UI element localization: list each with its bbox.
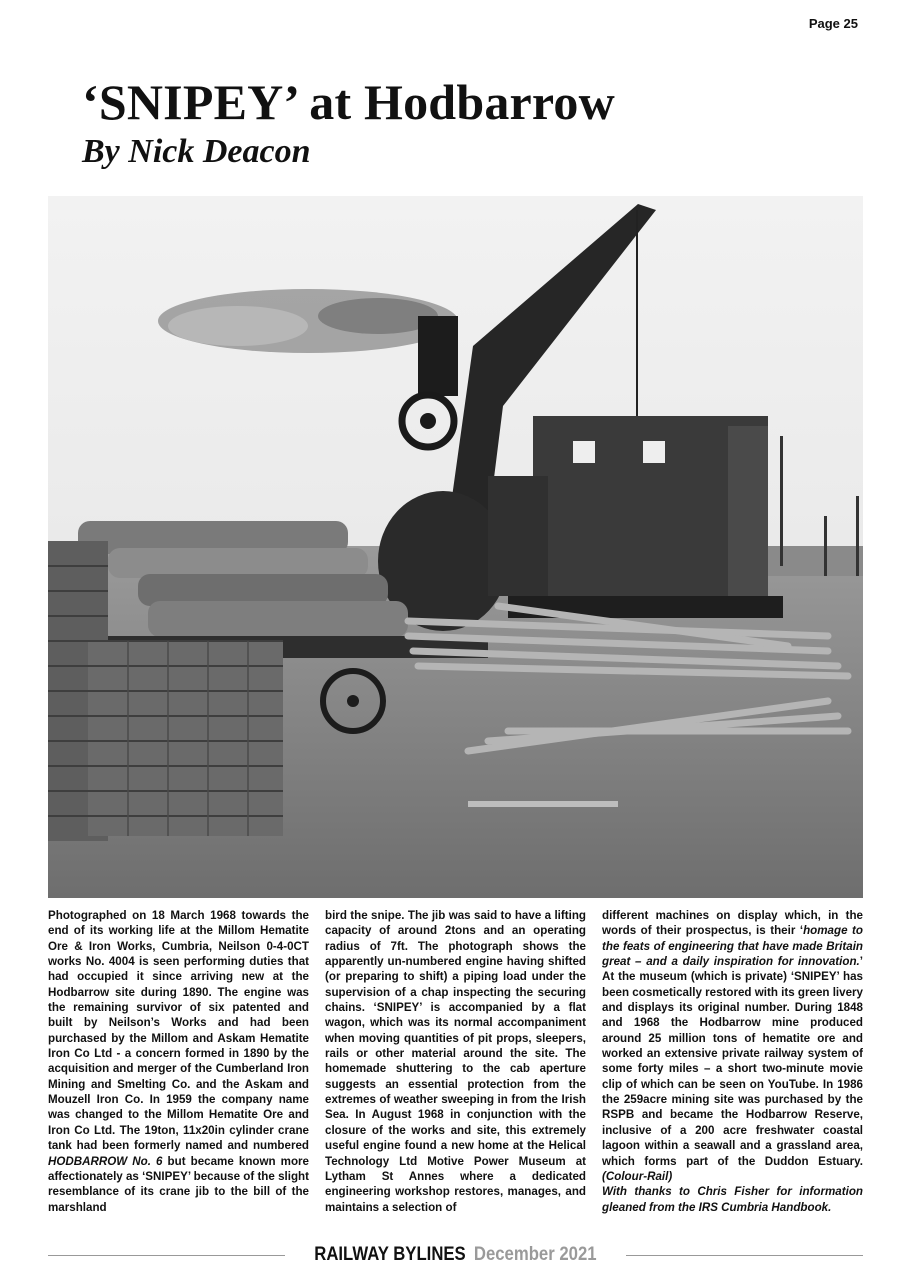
text-run: but became known more affectionately as ‘SNIPEY’ because of the slight resemblance of its crane jib to the bill of the marshland bbox=[48, 1154, 309, 1214]
photo-credit: (Colour-Rail) bbox=[602, 1169, 673, 1183]
magazine-name: RAILWAY BYLINES bbox=[314, 1244, 466, 1265]
issue-date: December 2021 bbox=[473, 1244, 597, 1265]
text-run: different machines on display which, in the words of their prospectus, is their ‘ bbox=[602, 909, 863, 938]
column-3-text bbox=[602, 908, 863, 1215]
body-column-3 bbox=[602, 908, 863, 1230]
column-1-text bbox=[48, 908, 309, 1215]
body-column-2 bbox=[325, 908, 586, 1230]
text-run: ’ At the museum (which is private) ‘SNIPEY’ has been cosmetically restored with its green livery and displays its original number. During 1848 and 1968 the Hodbarrow mine produced around 25 million tons of hematite ore and worked an extensive private railway system of some forty miles – a short two-minute movie clip of which can be seen on YouTube. In 1986 the 259acre mining site was purchased by the RSPB and became the Hodbarrow Reserve, inclusive of a 200 acre freshwater coastal lagoon within a seawall and a grassland area, which forms part of the Duddon Estuary. bbox=[602, 955, 863, 1168]
text-run-italic: HODBARROW No. 6 bbox=[48, 1154, 163, 1168]
text-run-italic: homage to the feats of engineering that have made Britain great – and a daily inspiration for innovation. bbox=[602, 924, 863, 969]
footer-rule-left bbox=[48, 1255, 285, 1256]
footer-masthead bbox=[314, 1244, 596, 1266]
article-byline: By Nick Deacon bbox=[82, 133, 311, 170]
page-number: Page 25 bbox=[808, 16, 858, 31]
article-title: ‘SNIPEY’ at Hodbarrow bbox=[82, 74, 615, 130]
body-column-1 bbox=[48, 908, 309, 1230]
text-run: Photographed on 18 March 1968 towards the end of its working life at the Millom Hematite Ore & Iron Works, Cumbria, Neilson 0-4-0CT works No. 4004 is seen performing duties that had occupied it since arriving new at the Hodbarrow site during 1890. The engine was the remaining survivor of six patented and built by Neilson’s Works and had been purchased by the Millom and Askam Hematite Iron Co Ltd - a concern formed in 1890 by the acquisition and merger of the Cumberland Iron Mining and Smelting Co. and the Askam and Mouzell Iron Co. In 1959 the company name was changed to the Millom Hematite Ore and Iron Co Ltd. The 19ton, 11x20in cylinder crane tank had been formerly named and numbered bbox=[48, 909, 309, 1153]
column-2-text bbox=[325, 908, 586, 1215]
article-body bbox=[48, 908, 863, 1230]
page-footer bbox=[48, 1241, 863, 1269]
acknowledgement: With thanks to Chris Fisher for information gleaned from the IRS Cumbria Handbook. bbox=[602, 1185, 863, 1214]
article-photo bbox=[48, 196, 863, 898]
smoke bbox=[158, 289, 458, 353]
text-run: bird the snipe. The jib was said to have a lifting capacity of around 2tons and an operating radius of 7ft. The photograph shows the apparently un-numbered engine having shifted (or preparing to shift) a piping load under the supervision of a chap inspecting the securing chains. ‘SNIPEY’ is accompanied by a flat wagon, which was its normal accompaniment when moving quantities of pit props, sleepers, rails or other material around the site. The homemade shuttering to the cab aperture suggests an essential protection from the extremes of weather sweeping in from the Irish Sea. In August 1968 in conjunction with the closure of the works and site, this extremely useful engine found a new home at the Helical Technology Ltd Motive Power Museum at Lytham St Annes where a dedicated engineering workshop restores, manages, and maintains a selection of bbox=[325, 909, 586, 1214]
footer-rule-right bbox=[626, 1255, 863, 1256]
photo-illustration bbox=[48, 196, 863, 898]
